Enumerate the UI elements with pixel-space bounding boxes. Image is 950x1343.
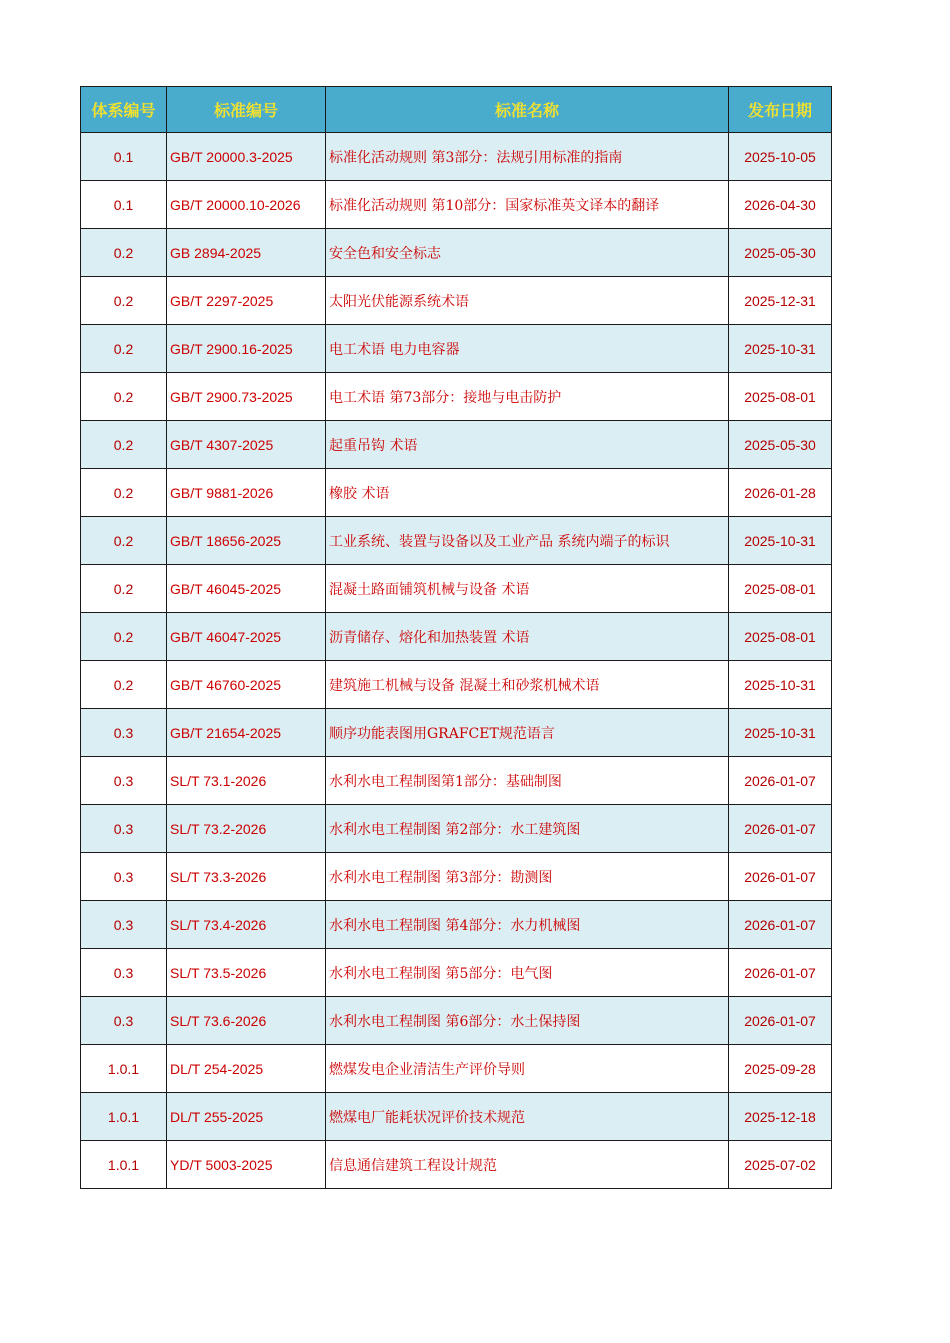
standard-name-cell: 水利水电工程制图 第2部分：水工建筑图 — [326, 805, 729, 853]
standard-name-cell: 电工术语 第73部分：接地与电击防护 — [326, 373, 729, 421]
standard-no-cell: GB/T 20000.10-2026 — [167, 181, 326, 229]
system-no-cell: 0.3 — [81, 805, 167, 853]
header-standard-no: 标准编号 — [167, 87, 326, 133]
system-no-cell: 0.3 — [81, 997, 167, 1045]
release-date-cell: 2026-01-07 — [729, 805, 832, 853]
standard-name-cell: 沥青储存、熔化和加热装置 术语 — [326, 613, 729, 661]
standard-no-cell: SL/T 73.4-2026 — [167, 901, 326, 949]
table-row — [81, 997, 832, 1045]
standard-name-cell: 水利水电工程制图 第5部分：电气图 — [326, 949, 729, 997]
table-row — [81, 229, 832, 277]
release-date-cell: 2025-05-30 — [729, 421, 832, 469]
standard-name-cell: 水利水电工程制图第1部分：基础制图 — [326, 757, 729, 805]
release-date-cell: 2025-10-31 — [729, 709, 832, 757]
standard-name-cell: 标准化活动规则 第10部分：国家标准英文译本的翻译 — [326, 181, 729, 229]
table-row — [81, 373, 832, 421]
table-row — [81, 565, 832, 613]
table-row — [81, 613, 832, 661]
table-row — [81, 757, 832, 805]
standard-name-cell: 信息通信建筑工程设计规范 — [326, 1141, 729, 1189]
standard-no-cell: GB/T 46047-2025 — [167, 613, 326, 661]
release-date-cell: 2026-01-07 — [729, 949, 832, 997]
standard-name-cell: 燃煤发电企业清洁生产评价导则 — [326, 1045, 729, 1093]
release-date-cell: 2025-10-31 — [729, 517, 832, 565]
release-date-cell: 2025-10-31 — [729, 325, 832, 373]
table-row — [81, 469, 832, 517]
table-row — [81, 1141, 832, 1189]
release-date-cell: 2025-08-01 — [729, 565, 832, 613]
standard-no-cell: SL/T 73.6-2026 — [167, 997, 326, 1045]
standard-no-cell: DL/T 255-2025 — [167, 1093, 326, 1141]
standard-name-cell: 燃煤电厂能耗状况评价技术规范 — [326, 1093, 729, 1141]
release-date-cell: 2026-01-07 — [729, 997, 832, 1045]
standard-no-cell: SL/T 73.1-2026 — [167, 757, 326, 805]
table-row — [81, 1045, 832, 1093]
system-no-cell: 1.0.1 — [81, 1093, 167, 1141]
standard-name-cell: 水利水电工程制图 第3部分：勘测图 — [326, 853, 729, 901]
release-date-cell: 2026-04-30 — [729, 181, 832, 229]
standard-no-cell: SL/T 73.5-2026 — [167, 949, 326, 997]
system-no-cell: 0.3 — [81, 853, 167, 901]
standards-table — [80, 86, 832, 1189]
table-row — [81, 949, 832, 997]
table-row — [81, 133, 832, 181]
standard-name-cell: 建筑施工机械与设备 混凝土和砂浆机械术语 — [326, 661, 729, 709]
standard-no-cell: GB/T 18656-2025 — [167, 517, 326, 565]
system-no-cell: 0.2 — [81, 469, 167, 517]
table-row — [81, 709, 832, 757]
release-date-cell: 2025-09-28 — [729, 1045, 832, 1093]
standard-name-cell: 起重吊钩 术语 — [326, 421, 729, 469]
system-no-cell: 1.0.1 — [81, 1141, 167, 1189]
release-date-cell: 2025-12-18 — [729, 1093, 832, 1141]
release-date-cell: 2025-08-01 — [729, 373, 832, 421]
standard-no-cell: GB/T 2900.16-2025 — [167, 325, 326, 373]
table-row — [81, 805, 832, 853]
release-date-cell: 2026-01-07 — [729, 901, 832, 949]
table-row — [81, 325, 832, 373]
table-body — [81, 133, 832, 1189]
standard-name-cell: 顺序功能表图用GRAFCET规范语言 — [326, 709, 729, 757]
release-date-cell: 2025-07-02 — [729, 1141, 832, 1189]
table-row — [81, 661, 832, 709]
standard-no-cell: SL/T 73.3-2026 — [167, 853, 326, 901]
standard-no-cell: GB/T 21654-2025 — [167, 709, 326, 757]
standard-no-cell: GB 2894-2025 — [167, 229, 326, 277]
release-date-cell: 2025-05-30 — [729, 229, 832, 277]
release-date-cell: 2026-01-07 — [729, 853, 832, 901]
standard-no-cell: GB/T 4307-2025 — [167, 421, 326, 469]
table-row — [81, 277, 832, 325]
release-date-cell: 2025-12-31 — [729, 277, 832, 325]
standard-name-cell: 太阳光伏能源系统术语 — [326, 277, 729, 325]
system-no-cell: 0.2 — [81, 613, 167, 661]
header-standard-name: 标准名称 — [326, 87, 729, 133]
release-date-cell: 2025-08-01 — [729, 613, 832, 661]
standard-no-cell: GB/T 46760-2025 — [167, 661, 326, 709]
table-row — [81, 1093, 832, 1141]
system-no-cell: 0.2 — [81, 661, 167, 709]
standard-name-cell: 标准化活动规则 第3部分：法规引用标准的指南 — [326, 133, 729, 181]
release-date-cell: 2026-01-07 — [729, 757, 832, 805]
release-date-cell: 2026-01-28 — [729, 469, 832, 517]
standard-no-cell: GB/T 46045-2025 — [167, 565, 326, 613]
table-row — [81, 181, 832, 229]
system-no-cell: 0.1 — [81, 133, 167, 181]
standard-no-cell: GB/T 2900.73-2025 — [167, 373, 326, 421]
system-no-cell: 0.2 — [81, 277, 167, 325]
standard-name-cell: 水利水电工程制图 第6部分：水土保持图 — [326, 997, 729, 1045]
standard-name-cell: 工业系统、装置与设备以及工业产品 系统内端子的标识 — [326, 517, 729, 565]
header-row — [81, 87, 832, 133]
standard-name-cell: 安全色和安全标志 — [326, 229, 729, 277]
standard-no-cell: SL/T 73.2-2026 — [167, 805, 326, 853]
header-system-no: 体系编号 — [81, 87, 167, 133]
header-release-date: 发布日期 — [729, 87, 832, 133]
table-row — [81, 421, 832, 469]
standard-no-cell: YD/T 5003-2025 — [167, 1141, 326, 1189]
standard-name-cell: 橡胶 术语 — [326, 469, 729, 517]
system-no-cell: 0.2 — [81, 373, 167, 421]
system-no-cell: 0.3 — [81, 901, 167, 949]
system-no-cell: 1.0.1 — [81, 1045, 167, 1093]
system-no-cell: 0.3 — [81, 949, 167, 997]
system-no-cell: 0.3 — [81, 709, 167, 757]
table-row — [81, 517, 832, 565]
standard-name-cell: 电工术语 电力电容器 — [326, 325, 729, 373]
system-no-cell: 0.2 — [81, 565, 167, 613]
system-no-cell: 0.2 — [81, 325, 167, 373]
system-no-cell: 0.2 — [81, 421, 167, 469]
standard-name-cell: 混凝土路面铺筑机械与设备 术语 — [326, 565, 729, 613]
release-date-cell: 2025-10-05 — [729, 133, 832, 181]
system-no-cell: 0.2 — [81, 229, 167, 277]
standard-name-cell: 水利水电工程制图 第4部分：水力机械图 — [326, 901, 729, 949]
system-no-cell: 0.2 — [81, 517, 167, 565]
standard-no-cell: GB/T 9881-2026 — [167, 469, 326, 517]
standard-no-cell: DL/T 254-2025 — [167, 1045, 326, 1093]
release-date-cell: 2025-10-31 — [729, 661, 832, 709]
standard-no-cell: GB/T 2297-2025 — [167, 277, 326, 325]
system-no-cell: 0.3 — [81, 757, 167, 805]
table-row — [81, 901, 832, 949]
system-no-cell: 0.1 — [81, 181, 167, 229]
standard-no-cell: GB/T 20000.3-2025 — [167, 133, 326, 181]
table-row — [81, 853, 832, 901]
